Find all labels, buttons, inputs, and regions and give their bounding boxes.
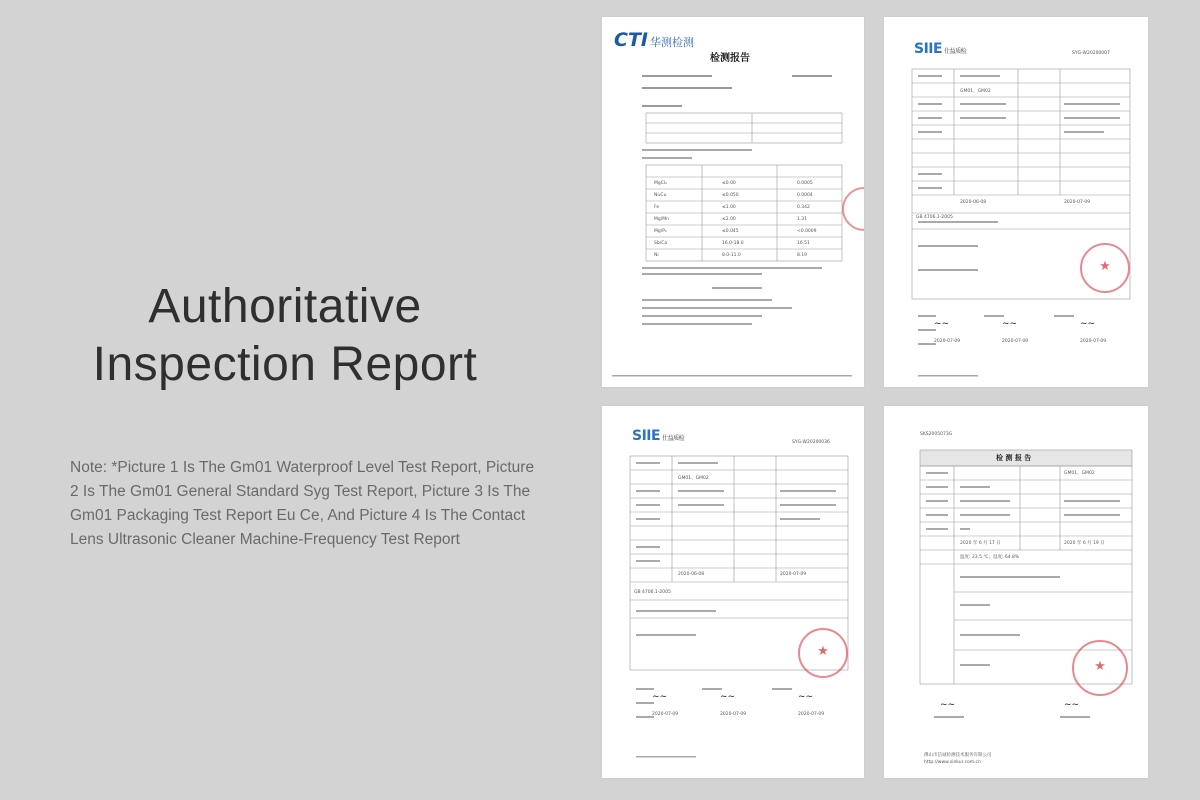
doc4-model: GM01、GM02 (1064, 471, 1095, 476)
report-image-3 (602, 406, 864, 778)
doc2-model: GM01、GM02 (960, 89, 991, 94)
doc2-report-no: SYG-W20200007 (1072, 51, 1110, 56)
page-title-line2: Inspection Report (92, 338, 478, 391)
report-image-4 (884, 406, 1148, 778)
intro-panel (70, 278, 550, 552)
cti-logo-mark: CTI (614, 29, 648, 51)
doc3-sign-date-2: 2020-07-09 (720, 712, 747, 717)
siie-logo-cn: 仕益质检 (944, 48, 967, 55)
page-title (70, 278, 500, 394)
doc1-cell-20: 8.0-11.0 (722, 253, 741, 258)
doc1-cell-17: 16.0-18.0 (722, 241, 744, 246)
doc3-sign-date-3: 2020-07-09 (798, 712, 825, 717)
doc1-cell-2: ≤0.00 (722, 181, 736, 186)
doc1-cell-12: 1.31 (797, 217, 808, 222)
doc1-cell-10: Mg/Mn (654, 217, 669, 222)
doc4-website: http://www.sinkur.com.cn (924, 760, 981, 765)
siie-logo-cn-2: 仕益质检 (662, 435, 685, 442)
doc4-signature-2: ~~ (1064, 700, 1080, 710)
cti-logo-cn: 华测检测 (649, 36, 694, 49)
doc1-cell-15: <0.0009 (797, 229, 817, 234)
doc1-cell-7: Fe (654, 205, 660, 210)
doc3-sign-date-1: 2020-07-09 (652, 712, 679, 717)
report-image-1 (602, 17, 864, 387)
doc1-cell-16: Sb/Ca (654, 241, 668, 246)
doc1-cell-5: ≤0.050 (722, 193, 739, 198)
doc1-cell-11: ≤2.00 (722, 217, 736, 222)
doc4-title: 检 测 报 告 (996, 454, 1032, 462)
doc2-body (884, 17, 1148, 387)
doc3-signature-3: ~~ (798, 692, 814, 702)
page-title-line1: Authoritative (148, 280, 422, 333)
report-image-2 (884, 17, 1148, 387)
doc3-standard: GB 4706.1-2005 (634, 590, 671, 595)
doc4-footer: 佛山市信诚检测技术服务有限公司 (924, 753, 992, 758)
report-note: Note: *Picture 1 Is The Gm01 Waterproof Level Test Report, Picture 2 Is The Gm01 General Standard Syg Test Report, Picture 3 Is The Gm01 Packaging Test Report Eu Ce, And Picture 4 Is The Contact Lens Ultrasonic Cleaner Machine-Frequency Test Report (70, 459, 535, 548)
doc2-signature-1: ~~ (934, 319, 950, 329)
doc1-cell-3: 0.0005 (797, 181, 813, 186)
doc2-date-issued: 2020-07-09 (1064, 200, 1091, 205)
doc4-conditions: 温度: 23.5 ℃；湿度: 64.8% (960, 555, 1020, 560)
doc4-date-issued: 2020 年 6 月 19 日 (1064, 541, 1105, 546)
doc1-cell-4: Ni₂Cu (654, 193, 667, 198)
doc2-date-received: 2020-06-08 (960, 200, 987, 205)
doc2-sign-date-2: 2020-07-09 (1002, 339, 1029, 344)
doc1-cell-6: 0.0004 (797, 193, 813, 198)
doc1-cell-18: 16.51 (797, 241, 810, 246)
doc1-cell-21: 8.19 (797, 253, 808, 258)
doc2-sign-date-1: 2020-07-09 (934, 339, 961, 344)
doc1-title: 检测报告 (710, 53, 750, 64)
doc3-signature-2: ~~ (720, 692, 736, 702)
doc2-sign-date-3: 2020-07-09 (1080, 339, 1107, 344)
doc3-date-issued: 2020-07-09 (780, 572, 807, 577)
doc1-cell-9: 0.342 (797, 205, 810, 210)
doc1-cell-14: ≤0.045 (722, 229, 739, 234)
doc3-date-received: 2020-06-08 (678, 572, 705, 577)
doc4-report-no: SKS2005073G (920, 432, 953, 437)
siie-logo-mark: SIIE (914, 41, 943, 57)
doc2-signature-3: ~~ (1080, 319, 1096, 329)
siie-logo-mark-2: SIIE (632, 428, 661, 444)
doc3-model: GM01、GM02 (678, 476, 709, 481)
doc1-body (602, 17, 864, 387)
doc3-report-no: SYG-W20200036 (792, 440, 830, 445)
doc4-date-received: 2020 年 6 月 17 日 (960, 541, 1001, 546)
doc4-stamp: ★ (1072, 640, 1128, 696)
doc2-stamp: ★ (1080, 243, 1130, 293)
doc4-signature-1: ~~ (940, 700, 956, 710)
doc3-signature-1: ~~ (652, 692, 668, 702)
doc2-standard: GB 4706.1-2005 (916, 215, 953, 220)
doc3-stamp: ★ (798, 628, 848, 678)
doc2-signature-2: ~~ (1002, 319, 1018, 329)
doc1-cell-1: MgCl₂ (654, 181, 667, 186)
doc1-cell-19: Ni (654, 253, 659, 258)
doc1-cell-13: Mg/P₂ (654, 229, 667, 234)
doc1-cell-8: ≤1.00 (722, 205, 736, 210)
